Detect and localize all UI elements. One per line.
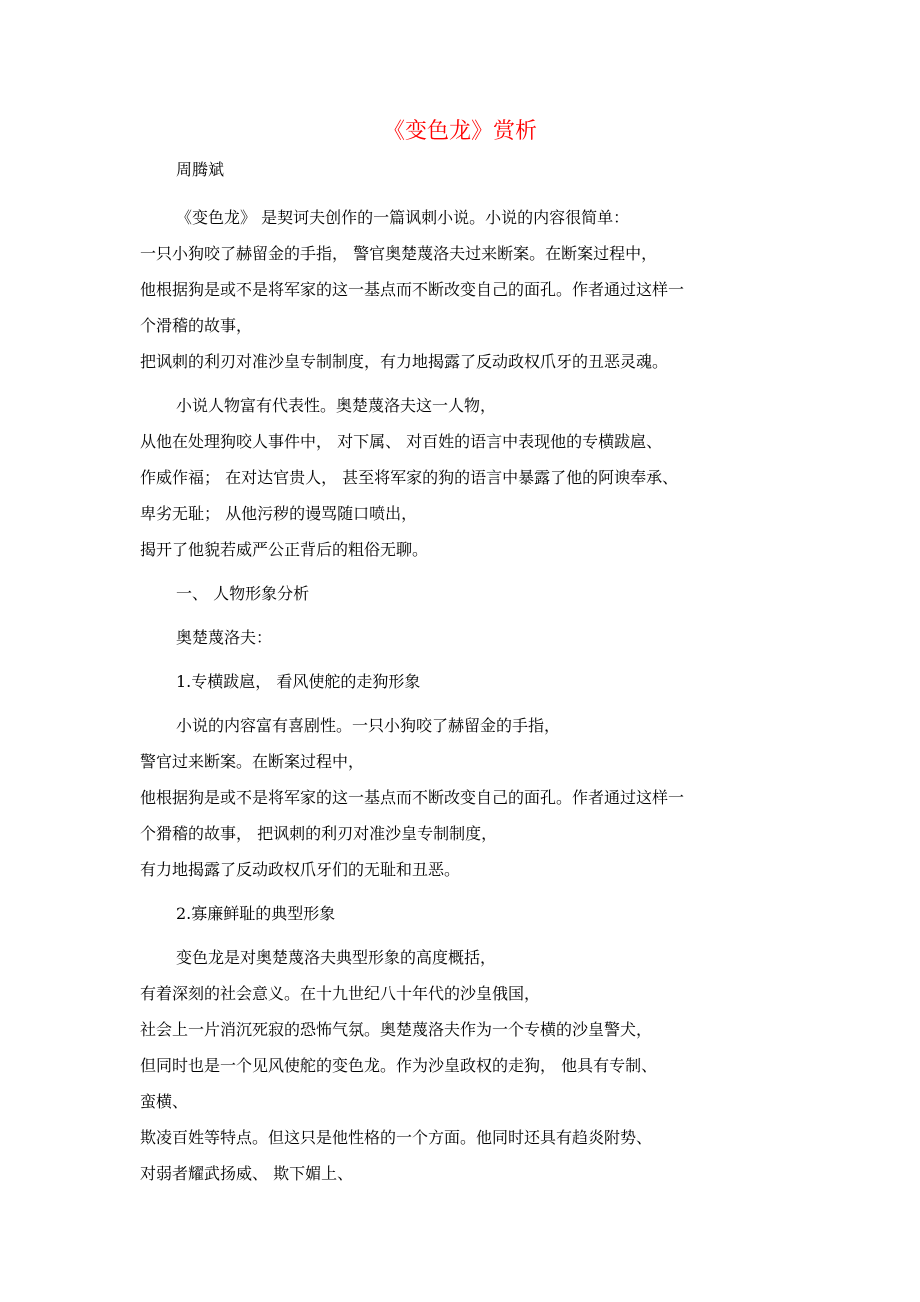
paragraph-line: 小说的内容富有喜剧性。一只小狗咬了赫留金的手指， <box>176 716 561 735</box>
subheading: 1.专横跋扈， 看风使舵的走狗形象 <box>176 672 421 691</box>
paragraph-line: 对弱者耀武扬威、 欺下媚上、 <box>140 1164 354 1183</box>
paragraph-line: 从他在处理狗咬人事件中， 对下属、 对百姓的语言中表现他的专横跋扈、 <box>140 432 663 451</box>
document-title: 《变色龙》赏析 <box>382 119 537 144</box>
author-line: 周腾斌 <box>176 160 225 179</box>
character-heading: 奥楚蔑洛夫： <box>176 628 273 647</box>
paragraph-line: 揭开了他貌若威严公正背后的粗俗无聊。 <box>140 540 429 559</box>
paragraph-line: 警官过来断案。在断案过程中， <box>140 752 365 771</box>
subheading: 2.寡廉鲜耻的典型形象 <box>176 904 336 923</box>
paragraph-line: 有着深刻的社会意义。在十九世纪八十年代的沙皇俄国， <box>140 984 541 1003</box>
paragraph-line: 作威作福； 在对达官贵人， 甚至将军家的狗的语言中暴露了他的阿谀奉承、 <box>140 468 679 487</box>
paragraph-line: 他根据狗是或不是将军家的这一基点而不断改变自己的面孔。作者通过这样一 <box>140 280 685 299</box>
paragraph-line: 个滑稽的故事， <box>140 316 253 335</box>
paragraph-line: 卑劣无耻； 从他污秽的谩骂随口喷出， <box>140 504 418 523</box>
paragraph-line: 社会上一片消沉死寂的恐怖气氛。奥楚蔑洛夫作为一个专横的沙皇警犬， <box>140 1020 653 1039</box>
paragraph-line: 个猾稽的故事， 把讽刺的利刃对准沙皇专制制度， <box>140 824 498 843</box>
paragraph-line: 欺凌百姓等特点。但这只是他性格的一个方面。他同时还具有趋炎附势、 <box>140 1128 653 1147</box>
section-heading: 一、 人物形象分析 <box>176 584 310 603</box>
paragraph-line: 把讽刺的利刃对准沙皇专制制度，有力地揭露了反动政权爪牙的丑恶灵魂。 <box>140 352 669 371</box>
paragraph-line: 有力地揭露了反动政权爪牙们的无耻和丑恶。 <box>140 860 461 879</box>
paragraph-line: 他根据狗是或不是将军家的这一基点而不断改变自己的面孔。作者通过这样一 <box>140 788 685 807</box>
paragraph-line: 但同时也是一个见风使舵的变色龙。作为沙皇政权的走狗， 他具有专制、 <box>140 1056 658 1075</box>
paragraph-line: 小说人物富有代表性。奥楚蔑洛夫这一人物， <box>176 396 497 415</box>
paragraph-line: 变色龙是对奥楚蔑洛夫典型形象的高度概括， <box>176 948 497 967</box>
paragraph-line: 一只小狗咬了赫留金的手指， 警官奥楚蔑洛夫过来断案。在断案过程中， <box>140 244 658 263</box>
paragraph-line: 《变色龙》 是契诃夫创作的一篇讽刺小说。小说的内容很简单： <box>176 208 630 227</box>
paragraph-line: 蛮横、 <box>140 1092 189 1111</box>
